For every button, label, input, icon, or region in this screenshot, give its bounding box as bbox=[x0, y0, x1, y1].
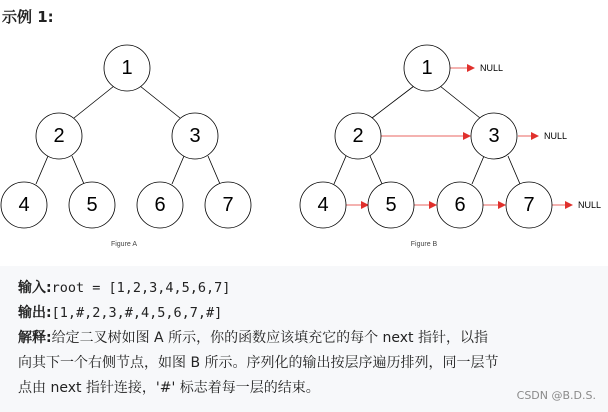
explain-text-1: 给定二叉树如图 A 所示，你的函数应该填充它的每个 next 指针，以指 bbox=[51, 330, 489, 346]
null-label-level-3: NULL bbox=[578, 200, 602, 210]
fig-a-label-4: 4 bbox=[18, 194, 30, 216]
tree-diagram bbox=[0, 30, 608, 262]
input-value: root = [1,2,3,4,5,6,7] bbox=[51, 280, 231, 296]
explain-line-3: 点由 next 指针连接，'#' 标志着每一层的结束。 bbox=[18, 380, 320, 396]
example-heading: 示例 1: bbox=[2, 8, 54, 26]
output-label: 输出: bbox=[18, 305, 52, 321]
fig-a-label-5: 5 bbox=[86, 194, 98, 216]
figure-a-caption: Figure A bbox=[110, 241, 138, 248]
input-line bbox=[18, 276, 608, 301]
fig-b-label-4: 4 bbox=[317, 194, 329, 216]
fig-b-label-6: 6 bbox=[454, 194, 466, 216]
figure-b-caption: Figure B bbox=[410, 241, 438, 248]
fig-b-label-7: 7 bbox=[523, 194, 535, 216]
fig-a-label-7: 7 bbox=[222, 194, 234, 216]
fig-a-label-1: 1 bbox=[121, 57, 133, 79]
output-value: [1,#,2,3,#,4,5,6,7,#] bbox=[51, 305, 223, 321]
output-line bbox=[18, 301, 608, 326]
fig-a-label-6: 6 bbox=[154, 194, 166, 216]
fig-a-label-2: 2 bbox=[53, 125, 65, 147]
explain-line-2: 向其下一个右侧节点，如图 B 所示。序列化的输出按层序遍历排列，同一层节 bbox=[18, 355, 499, 371]
fig-b-label-3: 3 bbox=[488, 125, 500, 147]
watermark: CSDN @B.D.S. bbox=[516, 389, 596, 402]
fig-b-label-5: 5 bbox=[385, 194, 397, 216]
fig-b-label-1: 1 bbox=[421, 57, 433, 79]
explain-label: 解释: bbox=[18, 330, 52, 346]
null-label-level-2: NULL bbox=[544, 131, 568, 141]
null-label-level-1: NULL bbox=[480, 63, 504, 73]
fig-b-label-2: 2 bbox=[352, 125, 364, 147]
fig-a-label-3: 3 bbox=[189, 125, 201, 147]
explain-line-1 bbox=[18, 326, 608, 351]
input-label: 输入: bbox=[18, 280, 52, 296]
